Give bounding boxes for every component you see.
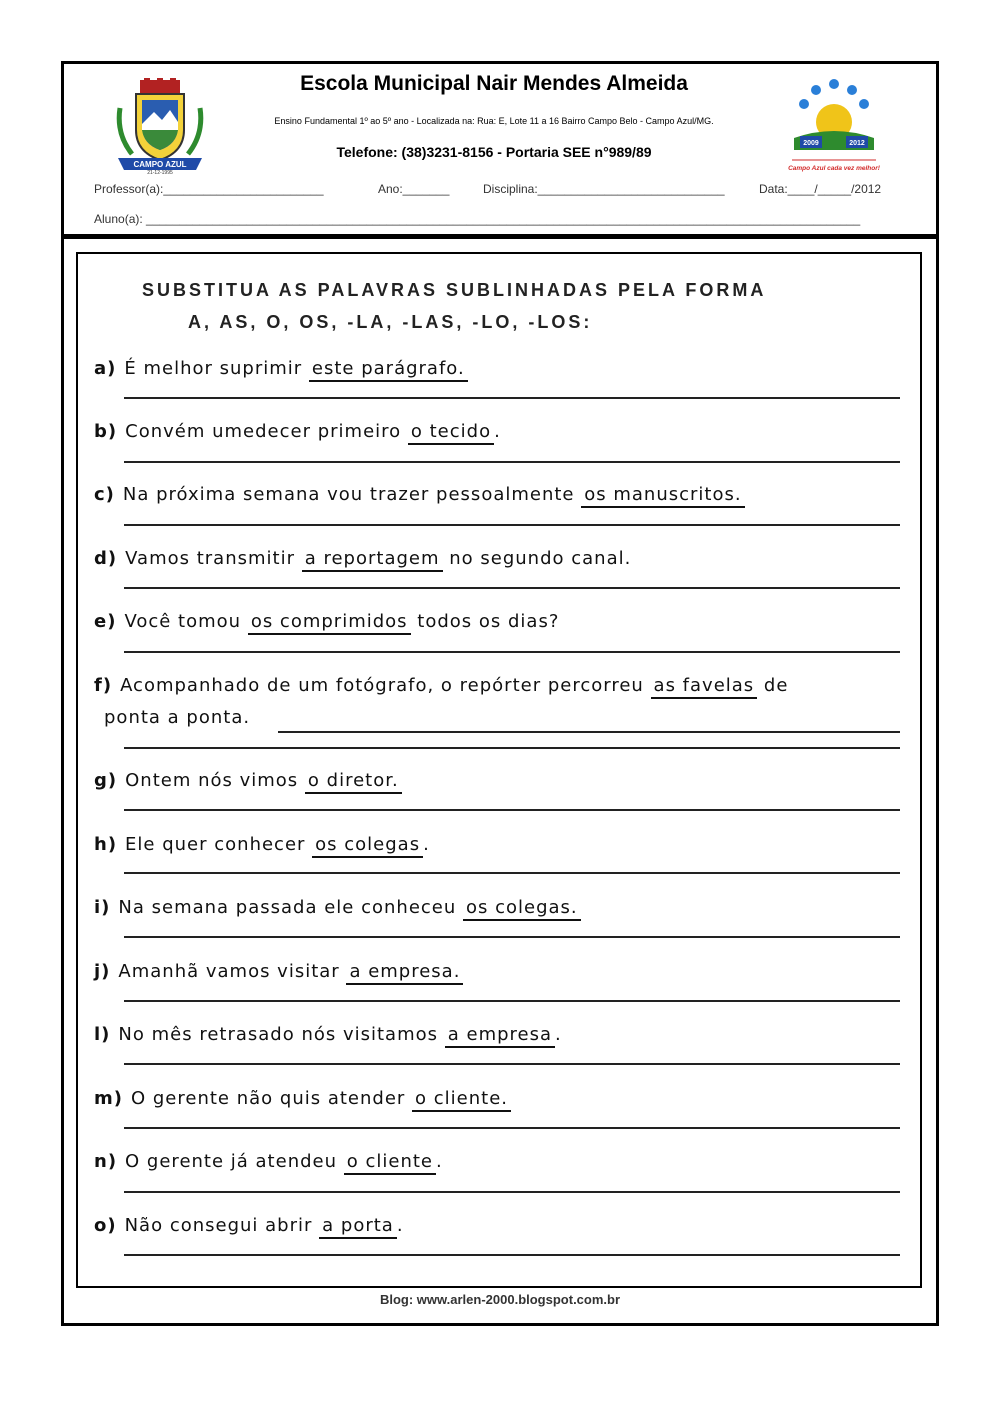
- school-address: Ensino Fundamental 1º ao 5º ano - Localizada na: Rua: E, Lote 11 a 16 Bairro Campo Belo - Campo Azul/MG.: [274, 116, 714, 126]
- underlined-phrase: as favelas: [651, 675, 758, 699]
- underlined-phrase: o cliente: [344, 1151, 436, 1175]
- question-o: [94, 1215, 404, 1236]
- question-text-end: de: [757, 675, 789, 696]
- underlined-phrase: os colegas: [312, 834, 423, 858]
- question-text-end: .: [423, 834, 430, 855]
- instruction-line-2: A, AS, O, OS, -LA, -LAS, -LO, -LOS:: [188, 312, 593, 332]
- question-text-end: .: [435, 1151, 443, 1172]
- svg-text:21-12-1995: 21-12-1995: [147, 170, 173, 174]
- underlined-phrase: a empresa: [445, 1024, 555, 1048]
- professor-field[interactable]: Professor(a):________________________: [94, 182, 324, 196]
- school-header: [64, 64, 936, 239]
- svg-text:CAMPO AZUL: CAMPO AZUL: [133, 160, 187, 169]
- question-d: [94, 548, 631, 569]
- question-text-end: .: [494, 421, 501, 442]
- question-label: h): [94, 834, 118, 855]
- ano-field[interactable]: Ano:_______: [378, 182, 450, 196]
- answer-line[interactable]: [124, 1254, 900, 1256]
- question-e: [94, 611, 559, 632]
- underlined-phrase: este parágrafo.: [309, 358, 468, 382]
- underlined-phrase: o cliente.: [412, 1088, 511, 1112]
- underlined-phrase: o diretor.: [305, 770, 402, 794]
- question-label: n): [94, 1151, 118, 1172]
- question-label: l): [94, 1024, 111, 1045]
- underlined-phrase: a reportagem: [302, 548, 443, 572]
- question-text: Acompanhado de um fotógrafo, o repórter percorreu: [120, 675, 651, 696]
- question-text: No mês retrasado nós visitamos: [118, 1024, 445, 1045]
- answer-line[interactable]: [124, 397, 900, 399]
- exercise-instruction: [142, 274, 766, 338]
- question-g: [94, 770, 402, 791]
- question-text: Ontem nós vimos: [125, 770, 305, 791]
- question-l: [94, 1024, 562, 1045]
- blog-footer: Blog: www.arlen-2000.blogspot.com.br: [379, 1292, 621, 1307]
- answer-line[interactable]: [124, 809, 900, 811]
- question-label: e): [94, 611, 117, 632]
- school-name: Escola Municipal Nair Mendes Almeida: [300, 72, 688, 95]
- question-text: Na semana passada ele conheceu: [118, 897, 463, 918]
- question-b: [94, 421, 501, 442]
- answer-line[interactable]: [124, 1063, 900, 1065]
- school-phone: Telefone: (38)3231-8156 - Portaria SEE n°989/89: [336, 144, 652, 160]
- question-label: d): [94, 548, 118, 569]
- exercise-box: [76, 252, 922, 1288]
- question-m: [94, 1088, 511, 1109]
- svg-text:2012: 2012: [849, 140, 865, 147]
- question-label: c): [94, 484, 115, 505]
- answer-line[interactable]: [124, 461, 900, 463]
- question-c: [94, 484, 745, 505]
- question-label: m): [94, 1088, 123, 1109]
- question-label: g): [94, 770, 118, 791]
- worksheet-frame: [61, 61, 939, 1326]
- question-text: Convém umedecer primeiro: [125, 421, 408, 442]
- question-text: Ele quer conhecer: [125, 834, 313, 855]
- answer-line[interactable]: [124, 1191, 900, 1193]
- disciplina-field[interactable]: Disciplina:____________________________: [483, 182, 725, 196]
- underlined-phrase: a empresa.: [346, 961, 463, 985]
- answer-line[interactable]: [124, 1127, 900, 1129]
- question-text-end: no segundo canal.: [442, 548, 632, 569]
- question-n: [94, 1151, 443, 1172]
- question-text-end: .: [396, 1215, 404, 1236]
- question-a: [94, 358, 468, 379]
- underlined-phrase: os comprimidos: [248, 611, 411, 635]
- answer-line[interactable]: [124, 651, 900, 653]
- question-continuation: ponta a ponta.: [104, 707, 251, 728]
- answer-line[interactable]: [124, 1000, 900, 1002]
- question-h: [94, 834, 430, 855]
- question-text-end: todos os dias?: [410, 611, 560, 632]
- instruction-line-1: SUBSTITUA AS PALAVRAS SUBLINHADAS PELA FORMA: [142, 280, 767, 300]
- svg-text:2009: 2009: [803, 140, 819, 147]
- question-text: Na próxima semana vou trazer pessoalmente: [122, 484, 582, 505]
- answer-line[interactable]: [124, 936, 900, 938]
- question-text-end: .: [555, 1024, 562, 1045]
- question-text: Não consegui abrir: [124, 1215, 320, 1236]
- question-text: É melhor suprimir: [124, 358, 309, 379]
- answer-line[interactable]: [124, 872, 900, 874]
- campo-azul-coat-of-arms-logo: [112, 78, 208, 174]
- underlined-phrase: os colegas.: [463, 897, 581, 921]
- question-label: i): [94, 897, 111, 918]
- question-label: o): [94, 1215, 117, 1236]
- question-text: O gerente já atendeu: [125, 1151, 344, 1172]
- question-label: b): [94, 421, 118, 442]
- svg-text:Campo Azul cada vez melhor!: Campo Azul cada vez melhor!: [788, 165, 880, 172]
- question-label: j): [94, 961, 111, 982]
- administration-logo: [784, 76, 884, 180]
- question-text: Amanhã vamos visitar: [118, 961, 347, 982]
- answer-line[interactable]: [278, 731, 900, 733]
- question-f: [94, 675, 788, 696]
- question-text: Você tomou: [124, 611, 248, 632]
- underlined-phrase: o tecido: [408, 421, 494, 445]
- question-label: a): [94, 358, 117, 379]
- question-text: Vamos transmitir: [125, 548, 302, 569]
- question-label: f): [94, 675, 113, 696]
- underlined-phrase: a porta: [319, 1215, 397, 1239]
- answer-line[interactable]: [124, 587, 900, 589]
- question-i: [94, 897, 581, 918]
- question-j: [94, 961, 463, 982]
- answer-line[interactable]: [124, 747, 900, 749]
- aluno-field[interactable]: Aluno(a): ___________________________________________________________________________________________________________: [94, 212, 861, 226]
- underlined-phrase: os manuscritos.: [581, 484, 744, 508]
- question-text: O gerente não quis atender: [130, 1088, 413, 1109]
- answer-line[interactable]: [124, 524, 900, 526]
- data-field[interactable]: Data:____/_____/2012: [759, 182, 882, 196]
